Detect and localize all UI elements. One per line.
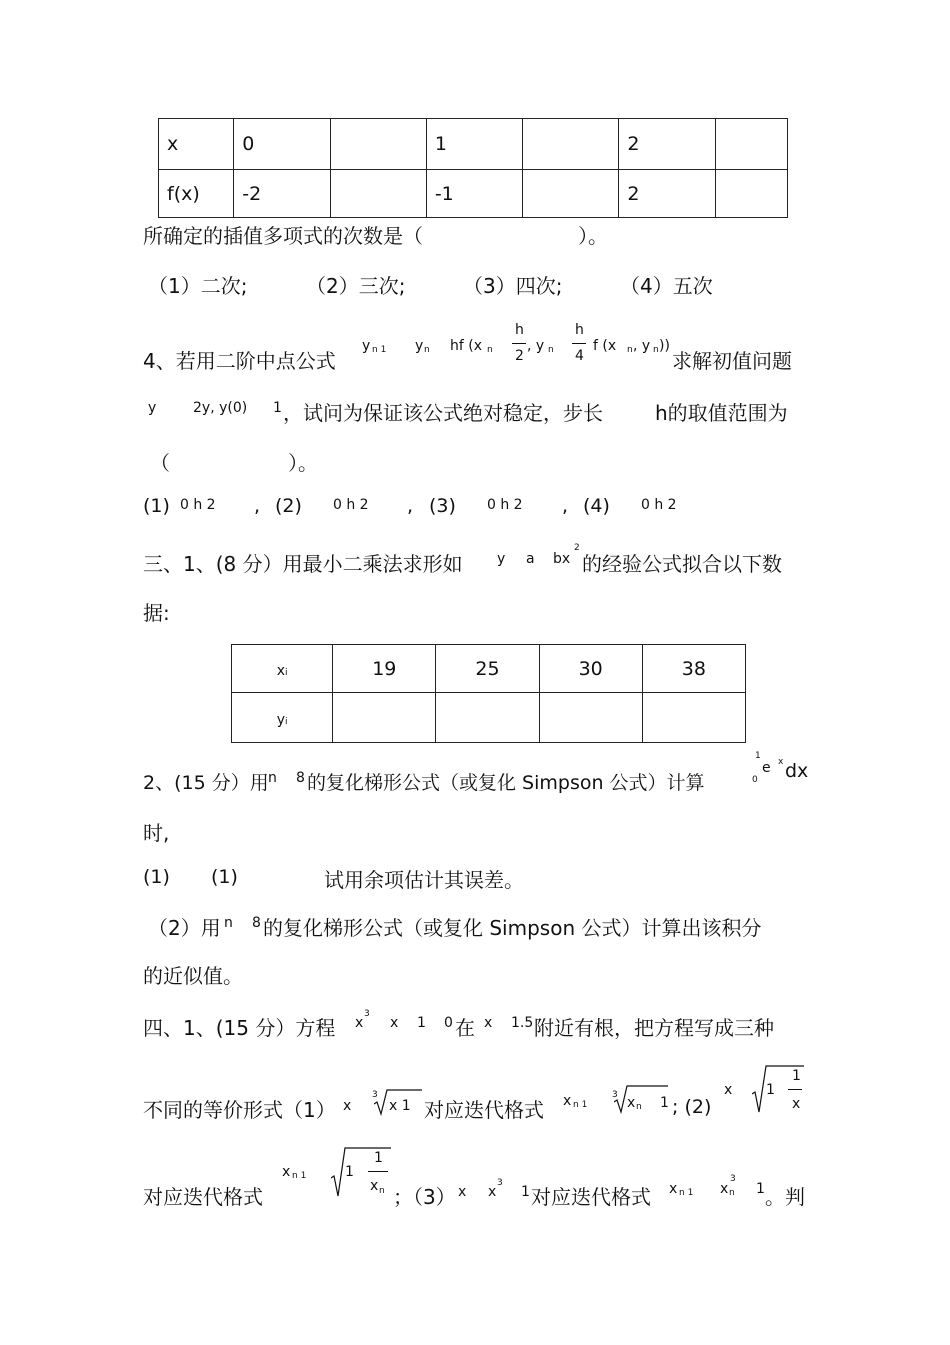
- q4-ivp-one: 1: [273, 400, 282, 416]
- q4-formula-tail2: , y: [633, 338, 651, 354]
- q4-line2: ，试问为保证该公式绝对稳定，步长: [283, 401, 603, 425]
- s3q2-line2: 时,: [143, 821, 170, 845]
- table-cell: [715, 170, 787, 218]
- q4-formula-yn: y: [415, 338, 424, 354]
- f1-x: x: [343, 1098, 352, 1114]
- sub2-eight: 8: [252, 915, 261, 931]
- q4-formula-sub: n: [548, 345, 554, 355]
- q4-paren-close: ）。: [288, 451, 318, 475]
- table-header-cell: [232, 693, 333, 743]
- q4-frac-h-num: h: [515, 322, 524, 338]
- table-cell: 25: [436, 645, 539, 693]
- table-cell: [539, 693, 642, 743]
- s3-a: a: [526, 551, 535, 567]
- table-cell: 2: [619, 119, 715, 170]
- q4-option-label: (2): [275, 495, 302, 517]
- s4-x-b: x: [484, 1015, 493, 1031]
- s3-y: y: [497, 551, 506, 567]
- f4-x: x: [458, 1184, 467, 1200]
- sub2-line2: 的近似值。: [143, 964, 243, 988]
- table-cell: [523, 170, 619, 218]
- sub2-n: n: [224, 915, 233, 931]
- integrand-e: e: [762, 760, 771, 776]
- s4-rest: 附近有根，把方程写成三种: [534, 1016, 774, 1040]
- table-cell: [330, 170, 426, 218]
- q3-stem-end: ）。: [578, 224, 608, 248]
- s3-bx: bx: [553, 551, 571, 567]
- f1-root2-body: x: [627, 1095, 636, 1111]
- q4-formula-sub: n: [487, 345, 493, 355]
- q4-option-expr: 0 h 2: [333, 497, 369, 513]
- table-cell: 2: [619, 170, 715, 218]
- f3-one: 1: [345, 1164, 354, 1180]
- q4-frac2-den: 4: [575, 348, 584, 364]
- q4-option-label: (4): [583, 495, 610, 517]
- fraction-bar: [512, 343, 526, 344]
- f3-sub: n 1: [292, 1171, 307, 1181]
- q4-formula-sub: n: [653, 345, 659, 355]
- q4-formula-comma-y: , y: [527, 338, 545, 354]
- f1-root2-index: 3: [612, 1090, 618, 1100]
- q4-formula-sub: n 1: [372, 345, 387, 355]
- integrand-sup: x: [778, 757, 784, 767]
- q3-option-2: （2）三次;: [306, 274, 406, 298]
- q4-option-comma: ,: [562, 495, 569, 517]
- s3q2-lead: 2、(15 分）用: [143, 772, 269, 794]
- f3-x: x: [282, 1164, 291, 1180]
- f4-x3: x: [488, 1184, 497, 1200]
- s3q2-mid: 的复化梯形公式（或复化 Simpson 公式）计算: [307, 772, 705, 794]
- q4-formula-tail: f (x: [593, 338, 617, 354]
- table-cell: [330, 119, 426, 170]
- s3-sq: 2: [574, 543, 580, 553]
- f4-one-b: 1: [756, 1181, 765, 1197]
- q3-option-3: （3）四次;: [463, 274, 563, 298]
- f3-den: x: [370, 1178, 379, 1194]
- table-cell: 0: [234, 119, 330, 170]
- f1-xn1-sub: n 1: [573, 1100, 588, 1110]
- q4-frac2-num: h: [575, 322, 584, 338]
- q3-option-1: （1）二次;: [148, 274, 248, 298]
- table-cell: [715, 119, 787, 170]
- table-cell: [523, 119, 619, 170]
- q4-ivp-y: y: [148, 400, 157, 416]
- f1-root2-one: 1: [660, 1095, 669, 1111]
- q4-ivp-rest: 2y, y(0): [193, 400, 248, 416]
- table-cell: 19: [333, 645, 436, 693]
- f4-xn-sub: n: [729, 1188, 735, 1198]
- q4-lead: 4、若用二阶中点公式: [143, 349, 336, 373]
- q4-option-label: (1): [143, 495, 170, 517]
- q4-frac-h-den: 2: [515, 348, 524, 364]
- s4-line2a: 不同的等价形式（1）: [143, 1098, 336, 1122]
- f4-xn: x: [720, 1181, 729, 1197]
- sub1-text: 试用余项估计其误差。: [324, 868, 524, 892]
- table-cell: 1: [426, 119, 522, 170]
- s4-at: 在: [455, 1016, 475, 1040]
- f2-den: x: [792, 1096, 801, 1112]
- sub1-label-a: (1): [143, 866, 170, 888]
- table-cell: -2: [234, 170, 330, 218]
- q4-after: 求解初值问题: [672, 349, 792, 373]
- s4-lead: 四、1、(15 分）方程: [143, 1016, 336, 1040]
- sub2-lead: （2）用: [148, 916, 221, 940]
- f4-one: 1: [521, 1184, 530, 1200]
- table-cell: x: [159, 119, 234, 170]
- s4-zero: 0: [444, 1015, 453, 1031]
- f4-xn1-sub: n 1: [679, 1188, 694, 1198]
- f4-xn-sup: 3: [730, 1174, 736, 1184]
- table-cell: -1: [426, 170, 522, 218]
- table-header-cell: [232, 645, 333, 693]
- fraction-bar: [788, 1089, 802, 1090]
- table-row: [159, 170, 788, 218]
- s4-one: 1: [417, 1015, 426, 1031]
- s3q2-eight: 8: [296, 770, 305, 786]
- fraction-bar: [572, 343, 586, 344]
- table-row: [232, 645, 746, 693]
- q4-paren-open: （: [150, 451, 170, 475]
- q4-h-word: h的取值范围为: [655, 401, 788, 425]
- f3-den-sub: n: [379, 1186, 385, 1196]
- s3-lead: 三、1、(8 分）用最小二乘法求形如: [143, 552, 463, 576]
- sub2-text: 的复化梯形公式（或复化 Simpson 公式）计算出该积分: [263, 916, 762, 940]
- integral-lower: 0: [752, 775, 758, 785]
- s3-line2: 据:: [143, 601, 170, 625]
- q4-option-expr: 0 h 2: [487, 497, 523, 513]
- table-row: [159, 119, 788, 170]
- f1-sep: ; (2): [672, 1096, 712, 1118]
- fraction-bar: [368, 1171, 388, 1172]
- q4-formula-sub: n: [627, 345, 633, 355]
- f3-sep: ；（3）: [393, 1185, 456, 1209]
- y-sub: i: [284, 716, 288, 727]
- f1-xn1: x: [563, 1093, 572, 1109]
- s3q2-n: n: [268, 770, 277, 786]
- x-sub: i: [284, 667, 288, 678]
- f4-end: 。判: [765, 1185, 805, 1209]
- table-cell: 30: [539, 645, 642, 693]
- integrand-dx: dx: [785, 760, 809, 782]
- f2-x: x: [724, 1082, 733, 1098]
- f1-root2-sub: n: [636, 1102, 642, 1112]
- q3-stem: 所确定的插值多项式的次数是（: [143, 224, 423, 248]
- s4-x3: x: [355, 1015, 364, 1031]
- q4-option-expr: 0 h 2: [180, 497, 216, 513]
- s4-x3-sup: 3: [364, 1009, 370, 1019]
- data-table: [231, 644, 746, 743]
- y-label: y: [276, 711, 285, 728]
- x-label: x: [276, 662, 285, 679]
- q4-option-label: (3): [429, 495, 456, 517]
- q4-option-expr: 0 h 2: [641, 497, 677, 513]
- q4-option-comma: ,: [407, 495, 414, 517]
- interpolation-table: [158, 118, 788, 218]
- s4-x: x: [390, 1015, 399, 1031]
- f1-root-body: x 1: [389, 1098, 411, 1114]
- q3-option-4: （4）五次: [620, 274, 713, 298]
- table-cell: 38: [642, 645, 745, 693]
- table-cell: f(x): [159, 170, 234, 218]
- f4-corr: 对应迭代格式: [531, 1185, 651, 1209]
- f4-x3-sup: 3: [497, 1178, 503, 1188]
- f1-root-index: 3: [372, 1090, 378, 1100]
- f2-one: 1: [766, 1082, 775, 1098]
- s4-val: 1.5: [511, 1015, 534, 1031]
- table-cell: [333, 693, 436, 743]
- table-cell: [642, 693, 745, 743]
- q4-option-comma: ,: [254, 495, 261, 517]
- q4-formula-sub: n: [424, 345, 430, 355]
- table-row: [232, 693, 746, 743]
- f3-num: 1: [374, 1150, 383, 1166]
- s3-rest: 的经验公式拟合以下数: [582, 552, 782, 576]
- s4-line3a: 对应迭代格式: [143, 1185, 263, 1209]
- table-cell: [436, 693, 539, 743]
- q4-formula-y: y: [362, 338, 371, 354]
- f2-num: 1: [792, 1068, 801, 1084]
- f1-corr: 对应迭代格式: [424, 1098, 544, 1122]
- q4-formula-hf: hf (x: [450, 338, 482, 354]
- f4-xn1: x: [669, 1181, 678, 1197]
- q4-formula-tail3: )): [659, 338, 670, 354]
- sub1-label-b: (1): [211, 866, 238, 888]
- integral-upper: 1: [755, 751, 761, 761]
